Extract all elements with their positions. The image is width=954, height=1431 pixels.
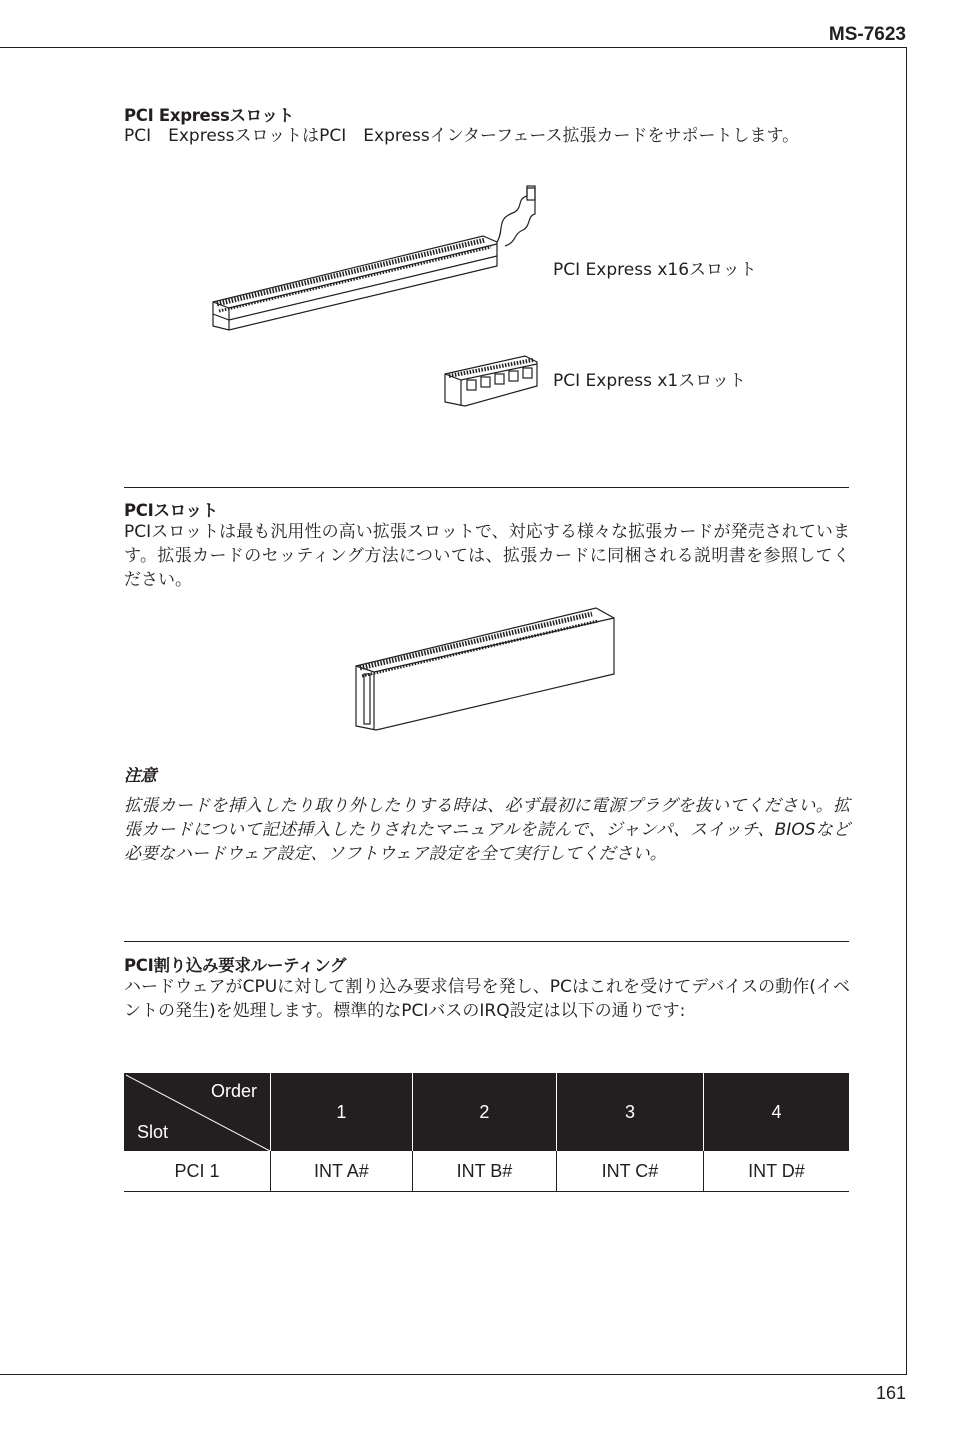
caution-body: 拡張カードを挿入したり取り外したりする時は、必ず最初に電源プラグを抜いてください。拡張カードについて記述挿入したりされたマニュアルを読んで、ジャンパ、スイッチ、BIOSなど必要なハードウェア設定、ソフトウェア設定を全て実行してください。 [124, 796, 850, 864]
pci-section-title: PCIスロット [124, 501, 218, 520]
pci-section-body: PCIスロットは最も汎用性の高い拡張スロットで、対応する様々な拡張カードが発売されています。拡張カードのセッティング方法については、拡張カードに同梱される説明書を参照してください。 [124, 522, 850, 590]
pcie-section-body: PCI ExpressスロットはPCI Expressインターフェース拡張カードをサポートします。 [124, 126, 800, 146]
table-header-cell: 2 [412, 1073, 556, 1151]
table-header-cell: 3 [557, 1073, 704, 1151]
pcie-x16-label: PCI Express x16スロット [553, 260, 757, 280]
pcie-x1-label: PCI Express x1スロット [553, 371, 746, 391]
table-cell: INT A# [271, 1151, 413, 1192]
table-cell: INT D# [703, 1151, 849, 1192]
irq-routing-table [124, 1073, 849, 1192]
table-cell: INT B# [412, 1151, 556, 1192]
header-rule [0, 47, 907, 48]
header-model-title: MS-7623 [828, 24, 906, 45]
section-divider [124, 941, 849, 942]
pcie-x16-slot-drawing [213, 186, 535, 330]
table-cell: INT C# [557, 1151, 704, 1192]
table-header-cell: 4 [703, 1073, 849, 1151]
table-row [124, 1151, 849, 1192]
section-divider [124, 487, 849, 488]
irq-section-body: ハードウェアがCPUに対して割り込み要求信号を発し、PCはこれを受けてデバイスの動作(イベントの発生)を処理します。標準的なPCIバスのIRQ設定は以下の通りです: [124, 977, 850, 1021]
table-slot-cell: PCI 1 [124, 1151, 271, 1192]
pcie-section-title: PCI Expressスロット [124, 106, 294, 125]
page-number: 161 [875, 1383, 906, 1403]
corner-order-label: Order [210, 1081, 257, 1101]
caution-title: 注意 [124, 766, 157, 785]
irq-section-title: PCI割り込み要求ルーティング [124, 956, 347, 975]
pcie-x1-slot-drawing [445, 356, 537, 406]
corner-slot-label: Slot [137, 1122, 169, 1142]
margin-rule [906, 47, 907, 1375]
pci-slot-illustration [352, 602, 622, 734]
table-corner-cell [124, 1073, 271, 1151]
table-header-row [124, 1073, 849, 1151]
footer-rule [0, 1374, 907, 1375]
table-header-cell: 1 [271, 1073, 413, 1151]
pcie-slot-illustration [205, 184, 550, 419]
